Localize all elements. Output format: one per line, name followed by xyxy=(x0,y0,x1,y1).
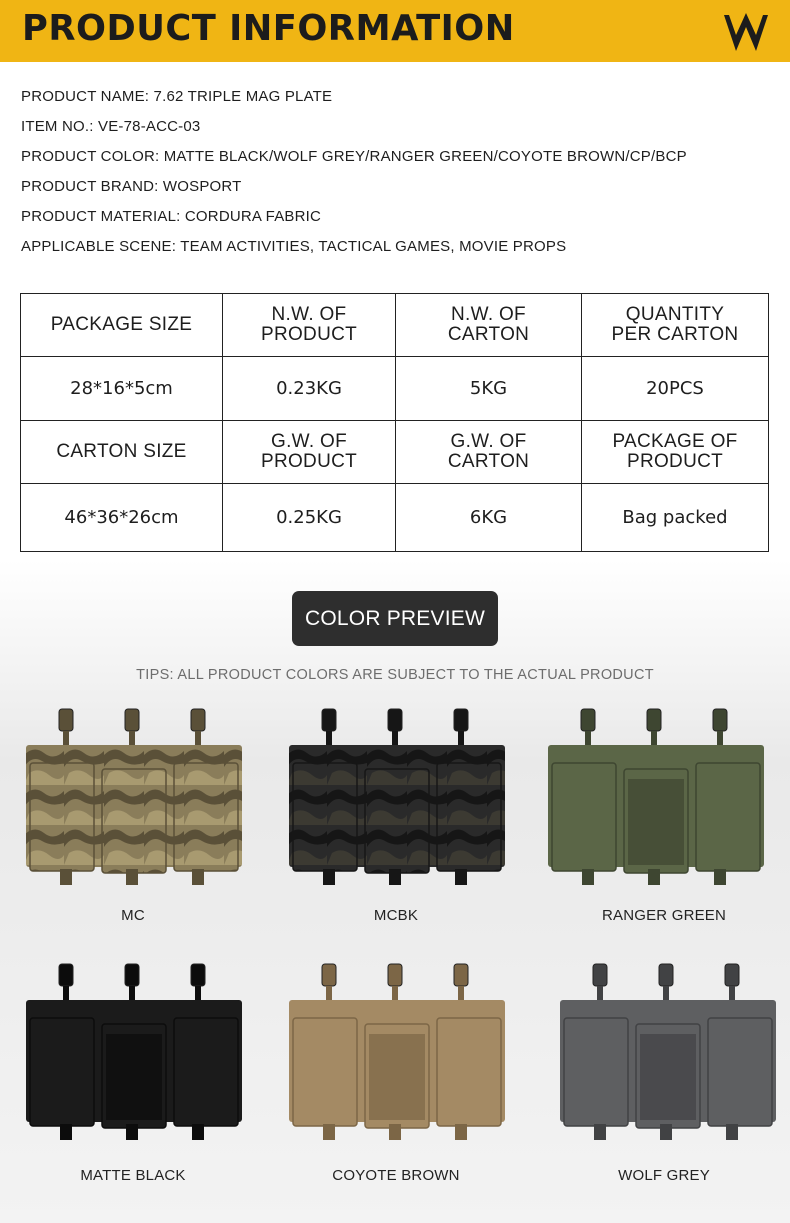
product-image-wolf-grey xyxy=(558,960,778,1145)
product-image-matte-black xyxy=(24,960,244,1145)
header-bar xyxy=(0,0,790,62)
value-gw-product: 0.25KG xyxy=(223,484,396,552)
header-nw-product: N.W. OF PRODUCT xyxy=(223,294,396,357)
product-image-ranger-green xyxy=(546,705,766,890)
product-image-mc xyxy=(24,705,244,890)
page-title: PRODUCT INFORMATION xyxy=(22,8,515,49)
spec-table xyxy=(20,293,769,552)
table-row xyxy=(21,484,769,552)
value-package-size: 28*16*5cm xyxy=(21,357,223,421)
value-package-of-product: Bag packed xyxy=(582,484,769,552)
header-nw-carton: N.W. OF CARTON xyxy=(396,294,582,357)
value-nw-product: 0.23KG xyxy=(223,357,396,421)
header-package-size: PACKAGE SIZE xyxy=(21,294,223,357)
product-label-mcbk: MCBK xyxy=(373,907,419,924)
info-applicable-scene: APPLICABLE SCENE: TEAM ACTIVITIES, TACTICAL GAMES, MOVIE PROPS xyxy=(21,238,567,255)
info-product-color: PRODUCT COLOR: MATTE BLACK/WOLF GREY/RANGER GREEN/COYOTE BROWN/CP/BCP xyxy=(21,148,687,165)
value-quantity-per-carton: 20PCS xyxy=(582,357,769,421)
value-carton-size: 46*36*26cm xyxy=(21,484,223,552)
product-image-mcbk xyxy=(287,705,507,890)
product-label-wolf-grey: WOLF GREY xyxy=(618,1167,710,1184)
table-row xyxy=(21,357,769,421)
product-image-coyote-brown xyxy=(287,960,507,1145)
header-gw-product: G.W. OF PRODUCT xyxy=(223,421,396,484)
product-label-mc: MC xyxy=(121,907,145,924)
table-header-row xyxy=(21,421,769,484)
header-gw-carton: G.W. OF CARTON xyxy=(396,421,582,484)
color-preview-button[interactable]: COLOR PREVIEW xyxy=(292,591,498,646)
value-gw-carton: 6KG xyxy=(396,484,582,552)
info-product-name: PRODUCT NAME: 7.62 TRIPLE MAG PLATE xyxy=(21,88,333,105)
info-item-no: ITEM NO.: VE-78-ACC-03 xyxy=(21,118,201,135)
product-label-coyote-brown: COYOTE BROWN xyxy=(332,1167,460,1184)
header-quantity-per-carton: QUANTITY PER CARTON xyxy=(582,294,769,357)
header-carton-size: CARTON SIZE xyxy=(21,421,223,484)
product-label-matte-black: MATTE BLACK xyxy=(80,1167,186,1184)
product-label-ranger-green: RANGER GREEN xyxy=(601,907,727,924)
info-product-material: PRODUCT MATERIAL: CORDURA FABRIC xyxy=(21,208,322,225)
product-info xyxy=(21,88,771,268)
table-header-row xyxy=(21,294,769,357)
tips-text: TIPS: ALL PRODUCT COLORS ARE SUBJECT TO THE ACTUAL PRODUCT xyxy=(136,667,654,683)
wosport-logo-icon xyxy=(722,13,770,53)
info-product-brand: PRODUCT BRAND: WOSPORT xyxy=(21,178,242,195)
header-package-of-product: PACKAGE OF PRODUCT xyxy=(582,421,769,484)
value-nw-carton: 5KG xyxy=(396,357,582,421)
